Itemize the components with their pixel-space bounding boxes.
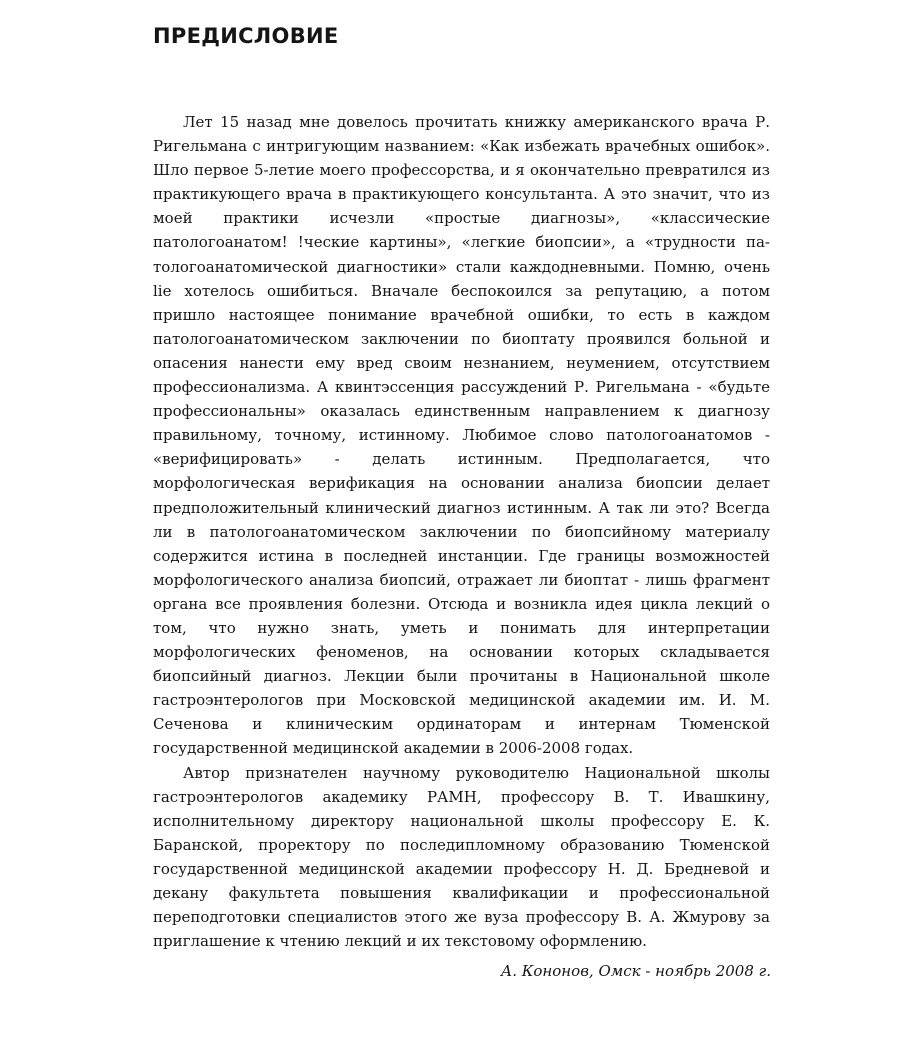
page-title: ПРЕДИСЛОВИЕ bbox=[153, 24, 339, 48]
preface-body bbox=[153, 110, 770, 953]
author-signature-line: А. Кононов, Омск - ноябрь 2008 г. bbox=[500, 962, 771, 980]
paragraph: Лет 15 назад мне довелось прочитать книжку американского врача Р. Ригельмана с интригующим названием: «Как избежать врачебных ошибок». Шло первое 5-летие моего профессорства, и я окончательно превратился из практикующего врача в практикующего консультанта. А это значит, что из моей практики исчезли «простые диагнозы», «классические патологоанатом! !ческие картины», «легкие биопсии», а «трудности патологоанатомической диагностики» стали каждодневными. Помню, очень lie хотелось ошибиться. Вначале беспокоился за репутацию, а потом пришло настоящее понимание врачебной ошибки, то есть в каждом патологоанатомическом заключении по биоптату проявился больной и опасения нанести ему вред своим незнанием, неумением, отсутствием профессионализма. А квинтэссенция рассуждений Р. Ригельмана - «будьте профессиональны» оказалась единственным направлением к диагнозу правильному, точному, истинному. Любимое слово патологоанатомов - «верифицировать» - делать истинным. Предполагается, что морфологическая верификация на основании анализа биопсии делает предположительный клинический диагноз истинным. А так ли это? Всегда ли в патологоанатомическом заключении по биопсийному материалу содержится истина в последней инстанции. Где границы возможностей морфологического анализа биопсий, отражает ли биоптат - лишь фрагмент органа все проявления болезни. Отсюда и возникла идея цикла лекций о том, что нужно знать, уметь и понимать для интерпретации морфологических феноменов, на основании которых складывается биопсийный диагноз. Лекции были прочитаны в Национальной школе гастроэнтерологов при Московской медицинской академии им. И. М. Сеченова и клиническим ординаторам и интернам Тюменской государственной медицинской академии в 2006-2008 годах. bbox=[153, 113, 770, 758]
paragraph: Автор признателен научному руководителю Национальной школы гастроэнтерологов академику РАМН, профессору В. Т. Ивашкину, исполнительному директору национальной школы профессору Е. К. Баранской, проректору по последипломному образованию Тюменской государственной медицинской академии профессору Н. Д. Бредневой и декану факультета повышения квалификации и профессиональной переподготовки специалистов этого же вуза профессору В. А. Жмурову за приглашение к чтению лекций и их текстовому оформлению. bbox=[153, 763, 770, 951]
